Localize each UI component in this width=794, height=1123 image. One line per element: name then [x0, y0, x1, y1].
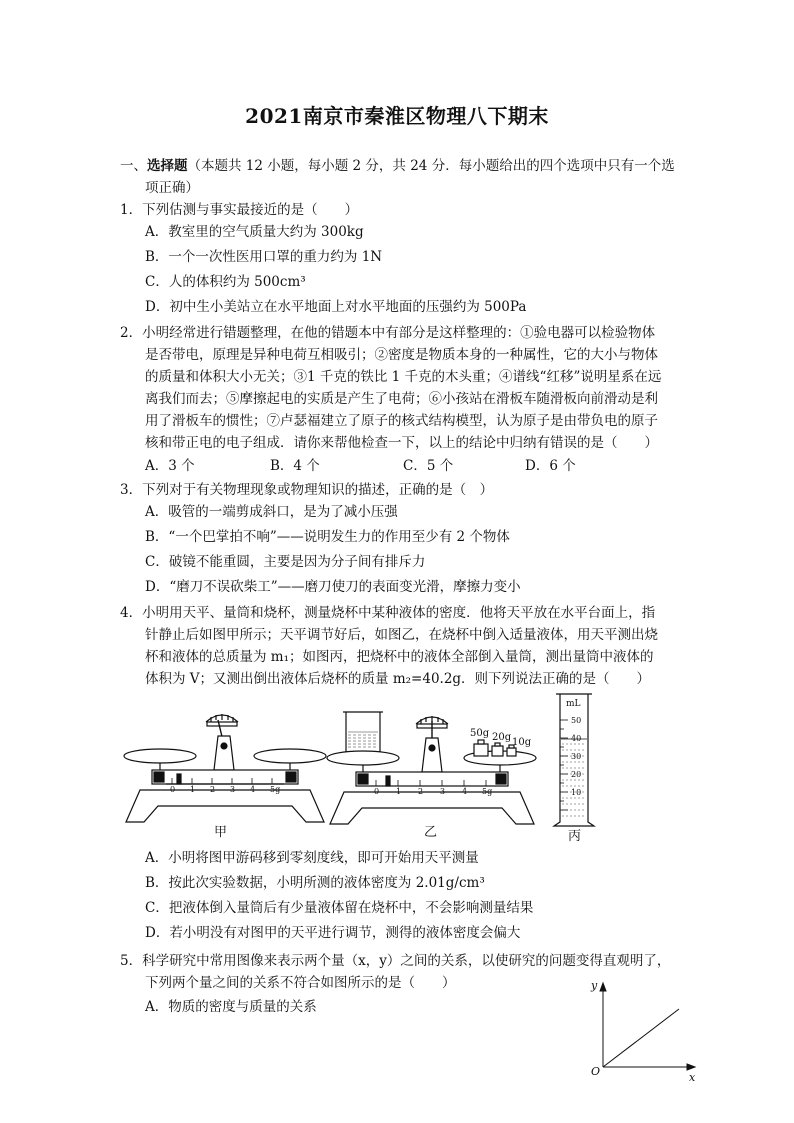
q3-option-c: C．破镜不能重圆，主要是因为分子间有排斥力 — [145, 554, 426, 570]
weight-50g: 50g — [470, 728, 490, 739]
q3-option-b: B．“一个巴掌拍不响”——说明发生力的作用至少有 2 个物体 — [145, 529, 510, 545]
q3-stem: 3．下列对于有关物理现象或物理知识的描述，正确的是（ ） — [120, 482, 494, 498]
tick-5g: 5g — [482, 787, 493, 796]
tick-4: 4 — [462, 787, 468, 796]
q4-line-3: 杯和液体的总质量为 m₁；如图丙，把烧杯中的液体全部倒入量筒，测出量筒中液体的 — [145, 649, 654, 665]
q2-line-2: 是否带电，原理是异种电荷互相吸引；②密度是物质本身的一种属性，它的大小与物体 — [145, 347, 658, 363]
tick-4: 4 — [250, 785, 256, 794]
q2-line-1: 2．小明经常进行错题整理，在他的错题本中有部分是这样整理的：①验电器可以检验物体 — [120, 325, 656, 341]
tick-2: 2 — [418, 787, 424, 796]
q2-line-5: 用了滑板车的惯性；⑦卢瑟福建立了原子的核式结构模型，认为原子是由带负电的原子 — [145, 413, 658, 429]
cylinder-tick-30: 30 — [571, 752, 582, 761]
balance-jia — [124, 714, 326, 822]
tick-2: 2 — [210, 785, 216, 794]
q1-stem: 1．下列估测与事实最接近的是（ ） — [120, 202, 359, 218]
tick-0: 0 — [374, 787, 380, 796]
axis-x-label: x — [689, 1071, 696, 1084]
section-desc-cont: 项正确） — [145, 180, 199, 196]
page-title: 2021南京市秦淮区物理八下期末 — [245, 104, 549, 128]
cylinder-tick-10: 10 — [571, 788, 582, 797]
q4-option-c: C．把液体倒入量筒后有少量液体留在烧杯中，不会影响测量结果 — [145, 900, 534, 916]
balance-yi — [327, 712, 536, 824]
label-bing: 丙 — [568, 829, 582, 844]
tick-3: 3 — [230, 785, 236, 794]
q5-line-2: 下列两个量之间的关系不符合如图所示的是（ ） — [145, 975, 456, 991]
q2-option-b: B．4 个 — [270, 458, 320, 474]
q2-line-3: 的质量和体积大小无关；③1 千克的铁比 1 千克的木头重；④谱线“红移”说明星系在远 — [145, 369, 662, 385]
origin-label: O — [591, 1065, 601, 1078]
axis-y-label: y — [591, 979, 598, 992]
q4-option-d: D．若小明没有对图甲的天平进行调节，测得的液体密度会偏大 — [145, 925, 521, 941]
label-jia: 甲 — [214, 825, 228, 840]
q4-line-2: 针静止后如图甲所示；天平调节好后，如图乙，在烧杯中倒入适量液体，用天平测出烧 — [145, 627, 658, 643]
q3-option-a: A．吸管的一端剪成斜口，是为了减小压强 — [145, 504, 398, 520]
cylinder-tick-40: 40 — [571, 734, 582, 743]
q4-line-4: 体积为 V；又测出倒出液体后烧杯的质量 m₂=40.2g．则下列说法正确的是（ ） — [145, 671, 651, 687]
label-yi: 乙 — [424, 825, 438, 840]
tick-1: 1 — [190, 785, 196, 794]
q5-line-1: 5．科学研究中常用图像来表示两个量（x，y）之间的关系，以使研究的问题变得直观明了， — [120, 953, 671, 969]
tick-3: 3 — [440, 787, 446, 796]
q1-option-b: B．一个一次性医用口罩的重力约为 1N — [145, 249, 383, 265]
tick-0: 0 — [170, 785, 176, 794]
q4-option-a: A．小明将图甲游码移到零刻度线，即可开始用天平测量 — [145, 850, 479, 866]
q5-graph — [585, 975, 705, 1085]
cylinder-unit: mL — [566, 699, 581, 709]
q2-option-a: A．3 个 — [145, 458, 195, 474]
q2-line-4: 离我们而去；⑤摩擦起电的实质是产生了电荷；⑥小孩站在滑板车随滑板向前滑动是利 — [145, 391, 658, 407]
q5-option-a: A．物质的密度与质量的关系 — [145, 999, 317, 1015]
cylinder-tick-50: 50 — [571, 716, 582, 725]
q3-option-d: D．“磨刀不误砍柴工”——磨刀使刀的表面变光滑，摩擦力变小 — [145, 579, 521, 595]
proportional-line — [603, 1009, 679, 1067]
section-number: 一、 — [120, 158, 147, 174]
q2-option-c: C．5 个 — [403, 458, 454, 474]
weight-10g: 10g — [512, 737, 532, 748]
weight-20g: 20g — [492, 732, 512, 743]
q4-line-1: 4．小明用天平、量筒和烧杯，测量烧杯中某种液体的密度．他将天平放在水平台面上，指 — [120, 605, 656, 621]
cylinder-tick-20: 20 — [571, 770, 582, 779]
q4-option-b: B．按此次实验数据，小明所测的液体密度为 2.01g/cm³ — [145, 875, 485, 891]
tick-5g: 5g — [270, 785, 281, 794]
tick-1: 1 — [396, 787, 402, 796]
section-desc: （本题共 12 小题，每小题 2 分，共 24 分．每小题给出的四个选项中只有一个选 — [187, 158, 675, 174]
q1-option-d: D．初中生小美站立在水平地面上对水平地面的压强约为 500Pa — [145, 299, 527, 315]
q1-option-c: C．人的体积约为 500cm³ — [145, 274, 306, 290]
section-name: 选择题 — [147, 158, 188, 174]
q2-line-6: 核和带正电的电子组成．请你来帮他检查一下，以上的结论中归纳有错误的是（ ） — [145, 435, 658, 451]
section-header — [120, 155, 675, 177]
q1-option-a: A．教室里的空气质量大约为 300kg — [145, 224, 364, 240]
q2-option-d: D．6 个 — [525, 458, 576, 474]
q4-figure — [110, 690, 610, 845]
